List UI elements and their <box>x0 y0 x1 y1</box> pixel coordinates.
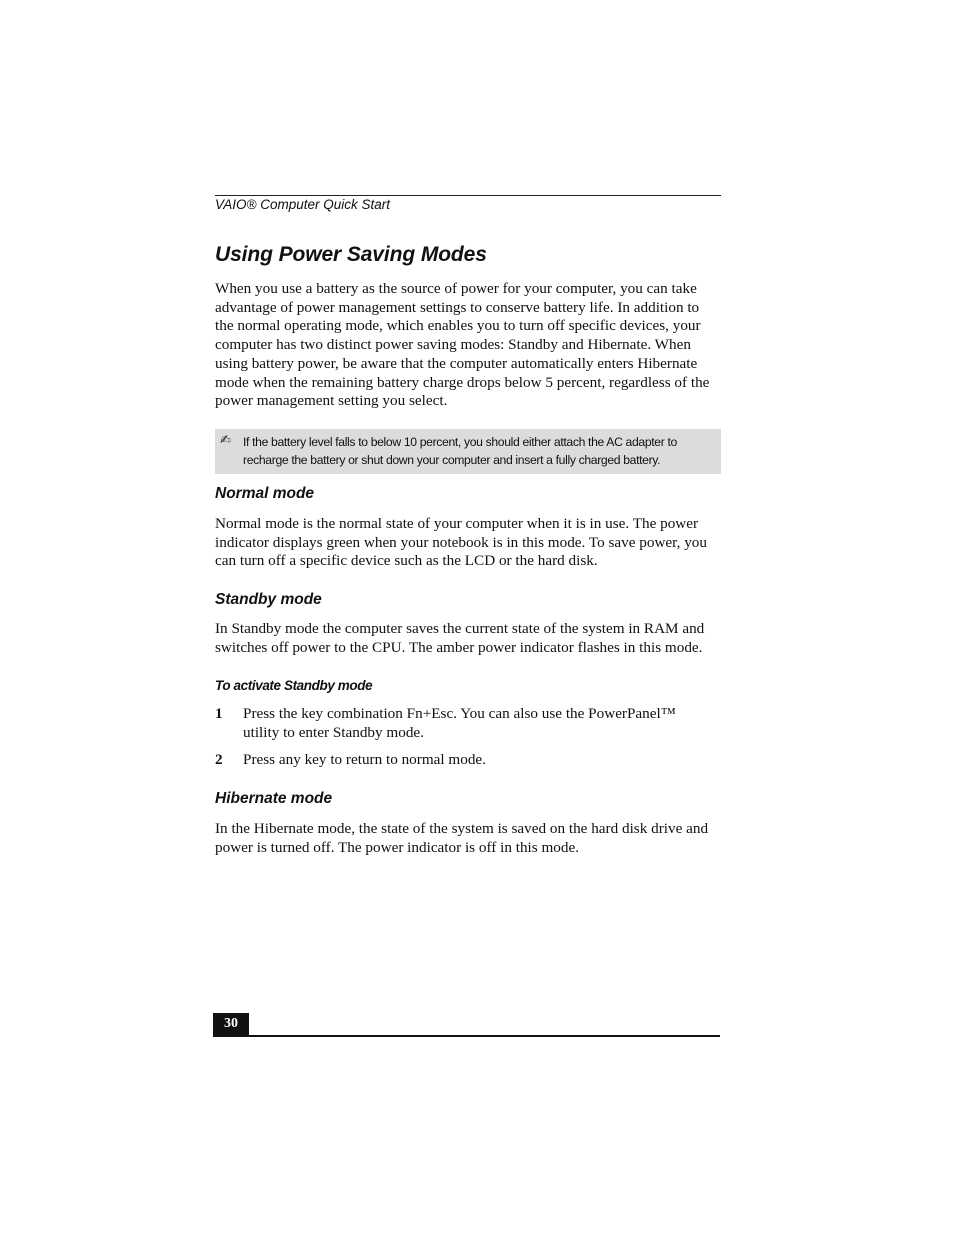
normal-mode-paragraph: Normal mode is the normal state of your computer when it is in use. The power indicator displays green when your notebook is in this mode. To save power, you can turn off a specific device such as the LCD or the hard disk. <box>215 515 707 570</box>
step-number: 1 <box>215 705 223 722</box>
procedure-heading: To activate Standby mode <box>215 678 373 693</box>
header-rule <box>215 195 721 196</box>
step-text: Press any key to return to normal mode. <box>243 751 486 768</box>
standby-mode-heading: Standby mode <box>215 591 322 608</box>
step-number: 2 <box>215 751 223 768</box>
note-pencil-icon: ✍ <box>220 433 231 448</box>
intro-paragraph: When you use a battery as the source of power for your computer, you can take advantage of power management settings to conserve battery life. In addition to the normal operating mode, which enables you to turn off specific devices, your computer has two distinct power saving modes: Standby and Hibernate. When using battery power, be aware that the computer automatically enters Hibernate mode when the remaining battery charge drops below 5 percent, regardless of the power management setting you select. <box>215 280 710 410</box>
footer-rule <box>213 1035 720 1037</box>
running-head: VAIO® Computer Quick Start <box>215 197 391 212</box>
hibernate-mode-heading: Hibernate mode <box>215 790 333 807</box>
hibernate-mode-paragraph: In the Hibernate mode, the state of the system is saved on the hard disk drive and power is turned off. The power indicator is off in this mode. <box>215 820 709 856</box>
note-text: If the battery level falls to below 10 percent, you should either attach the AC adapter to recharge the battery or shut down your computer and insert a fully charged battery. <box>243 435 677 467</box>
standby-mode-paragraph: In Standby mode the computer saves the current state of the system in RAM and switches off power to the CPU. The amber power indicator flashes in this mode. <box>215 620 705 656</box>
normal-mode-heading: Normal mode <box>215 485 315 502</box>
page-number: 30 <box>213 1013 249 1035</box>
step-text: Press the key combination Fn+Esc. You can also use the PowerPanel™ utility to enter Standby mode. <box>243 705 676 741</box>
section-title: Using Power Saving Modes <box>215 243 487 266</box>
